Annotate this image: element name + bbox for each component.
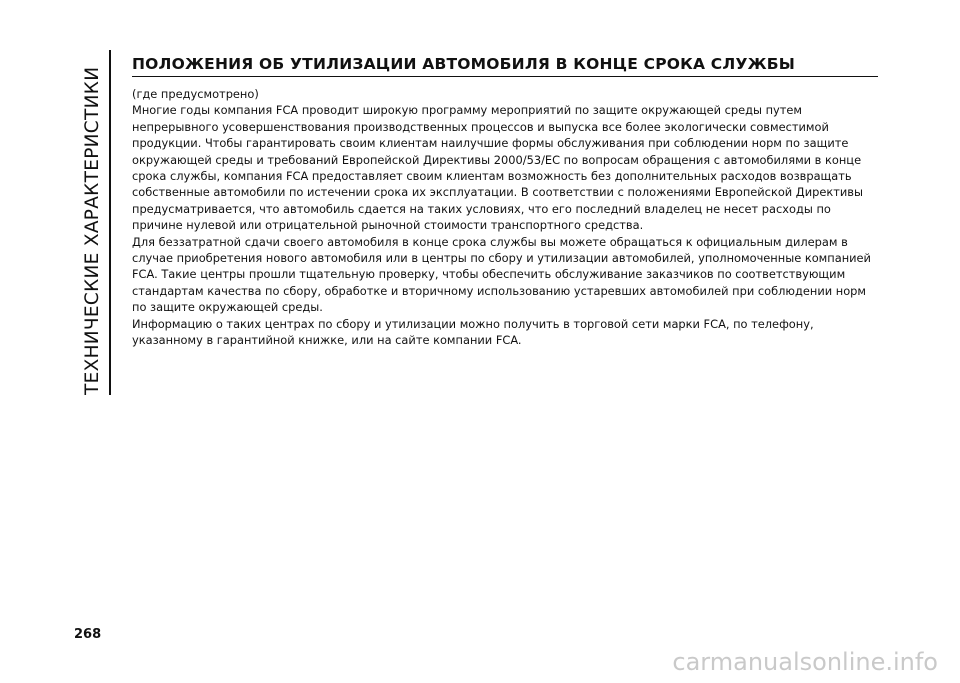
- side-section-tab: [75, 50, 115, 395]
- watermark-text: carmanualsonline.info: [672, 648, 938, 676]
- side-divider-line: [109, 50, 111, 395]
- page-number: 268: [74, 627, 102, 642]
- body-text: [132, 86, 878, 349]
- page-title: ПОЛОЖЕНИЯ ОБ УТИЛИЗАЦИИ АВТОМОБИЛЯ В КОНЦЕ СРОКА СЛУЖБЫ: [132, 55, 878, 77]
- main-content: [132, 55, 878, 349]
- paragraph-3: Информацию о таких центрах по сбору и утилизации можно получить в торговой сети марки FCA, по телефону, указанному в гарантийной книжке, или на сайте компании FCA.: [132, 316, 814, 348]
- paragraph-2: Для беззатратной сдачи своего автомобиля в конце срока службы вы можете обращаться к официальным дилерам в случае приобретения нового автомобиля или в центры по сбору и утилизации автомобилей, уполномоченные компанией FCA. Такие центры прошли тщательную проверку, чтобы обеспечить обслуживание заказчиков по соответствующим стандартам качества по сбору, обработке и вторичному использованию устаревших автомобилей при соблюдении норм по защите окружающей среды.: [132, 234, 871, 315]
- paragraph-note: (где предусмотрено): [132, 87, 259, 101]
- paragraph-1: Многие годы компания FCA проводит широкую программу мероприятий по защите окружающей среды путем непрерывного усовершенствования производственных процессов и выпуска все более экологически совместимой продукции. Чтобы гарантировать своим клиентам наилучшие формы обслуживания при соблюдении норм по защите окружающей среды и требований Европейской Директивы 2000/53/EC по вопросам обращения с автомобилями в конце срока службы, компания FCA предоставляет своим клиентам возможность без дополнительных расходов возвращать собственные автомобили по истечении срока их эксплуатации. В соответствии с положениями Европейской Директивы предусматривается, что автомобиль сдается на таких условиях, что его последний владелец не несет расходы по причине нулевой или отрицательной рыночной стоимости транспортного средства.: [132, 103, 863, 233]
- section-label: ТЕХНИЧЕСКИЕ ХАРАКТЕРИСТИКИ: [82, 66, 103, 395]
